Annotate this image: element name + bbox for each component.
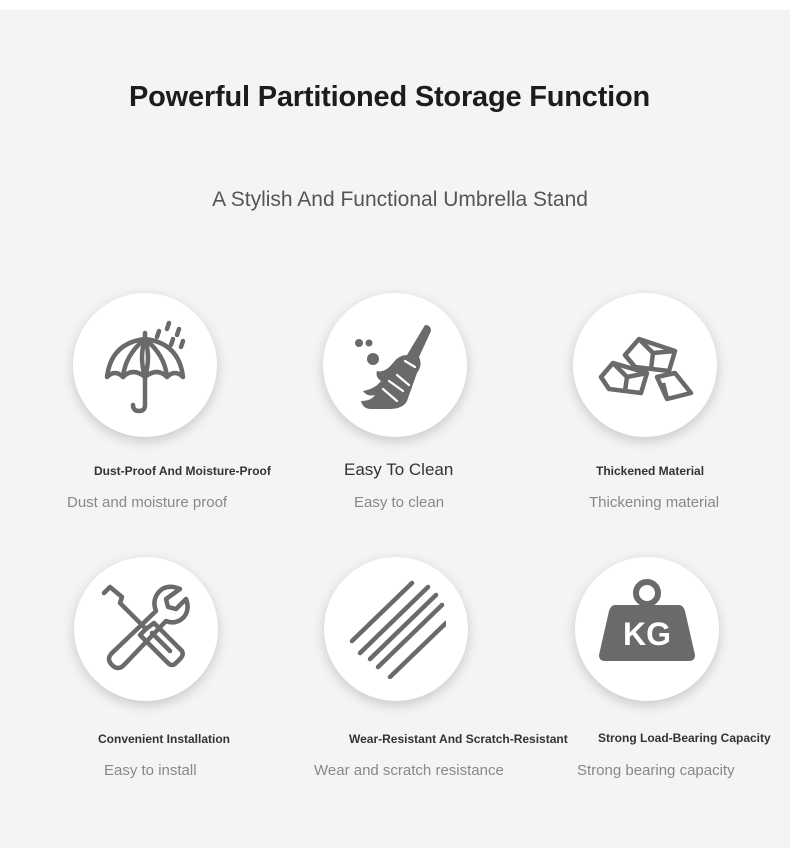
feature-circle [73,293,217,437]
feature-description: Easy to clean [354,494,445,511]
kg-weight-icon [597,579,697,679]
feature-circle [575,557,719,701]
feature-description: Wear and scratch resistance [314,762,504,779]
feature-title: Convenient Installation [98,732,231,746]
page-title: Powerful Partitioned Storage Function [129,81,651,113]
feature-title: Wear-Resistant And Scratch-Resistant [349,732,568,746]
feature-circle [324,557,468,701]
feature-circle [573,293,717,437]
feature-title: Strong Load-Bearing Capacity [598,731,771,745]
broom-icon [345,315,445,415]
feature-circle [323,293,467,437]
feature-description: Dust and moisture proof [67,494,228,511]
feature-title: Thickened Material [596,464,705,478]
feature-description: Thickening material [589,494,720,511]
feature-title: Dust-Proof And Moisture-Proof [94,464,271,478]
page-subtitle: A Stylish And Functional Umbrella Stand [212,188,588,211]
wrench-screwdriver-icon [96,579,196,679]
feature-circle [74,557,218,701]
feature-description: Strong bearing capacity [577,762,735,779]
scratch-lines-icon [346,579,446,679]
gold-bars-icon [595,315,695,415]
umbrella-icon [95,315,195,415]
feature-title: Easy To Clean [344,460,454,479]
kg-label: KG [623,616,671,652]
feature-description: Easy to install [104,762,197,779]
